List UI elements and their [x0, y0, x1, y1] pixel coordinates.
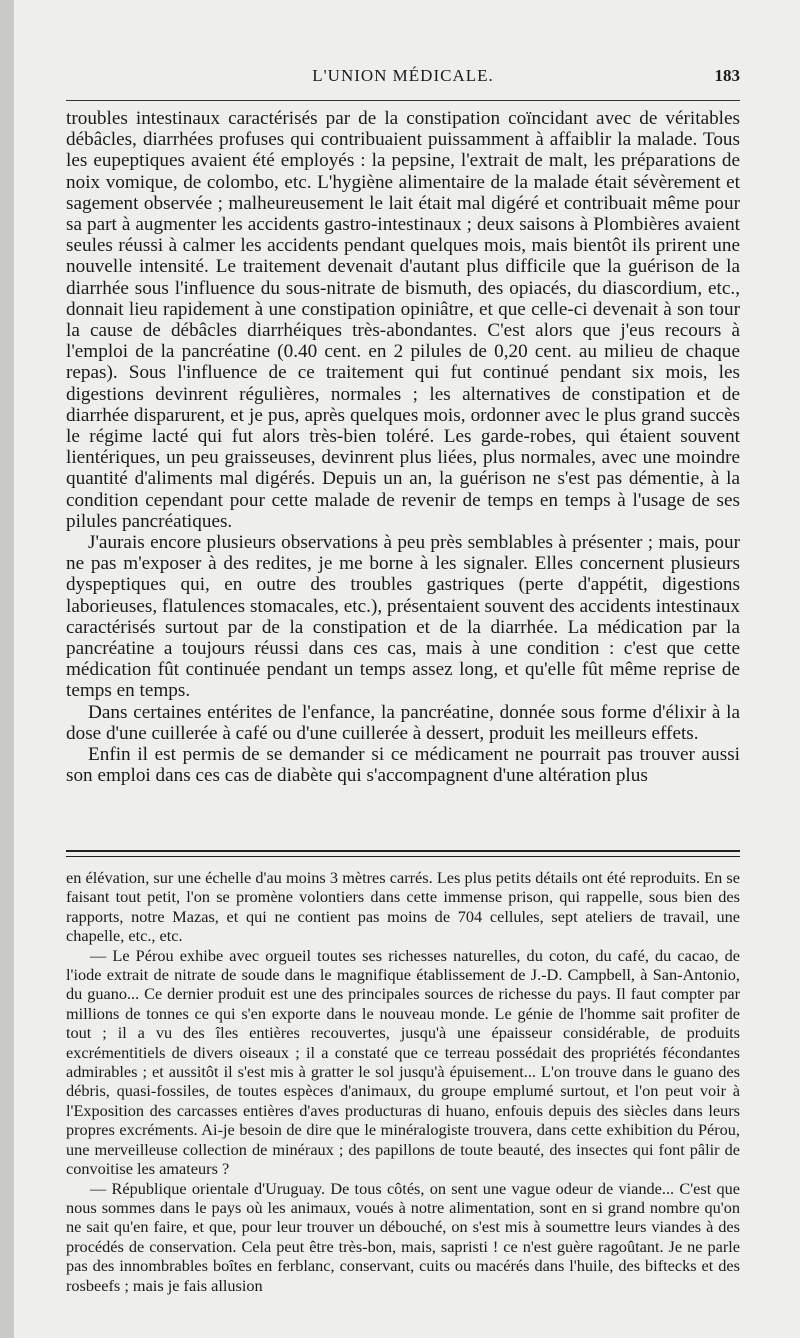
body-paragraph: J'aurais encore plusieurs observations à peu près semblables à présenter ; mais, pour ne pas m'exposer à des redites, je me borne à les signaler. Elles concernent plusieurs dyspeptiques qui, en outre des troubles gastriques (perte d'appétit, digestions laborieuses, flatulences stomacales, etc.), présentaient souvent des accidents intestinaux caractérisés surtout par de la constipation et de la diarrhée. La médication par la pancréatine a toujours réussi dans ces cas, mais à une condition : c'est que cette médication fût continuée pendant un temps assez long, et qu'elle fût même reprise de temps en temps. — [66, 532, 740, 702]
header-rule — [66, 100, 740, 101]
page-header — [66, 66, 740, 94]
body-paragraph: Dans certaines entérites de l'enfance, la pancréatine, donnée sous forme d'élixir à la dose d'une cuillerée à café ou d'une cuillerée à dessert, produit les meilleurs effets. — [66, 701, 740, 744]
body-paragraph: Enfin il est permis de se demander si ce médicament ne pourrait pas trouver aussi son emploi dans ces cas de diabète qui s'accompagnent d'une altération plus — [66, 744, 740, 787]
running-title: L'UNION MÉDICALE. — [312, 66, 494, 85]
body-paragraph: troubles intestinaux caractérisés par de la constipation coïncidant avec de véritables débâcles, diarrhées profuses qui contribuaient puissamment à affaiblir la malade. Tous les eupeptiques avaient été employés : la pepsine, l'extrait de malt, les préparations de noix vomique, de colombo, etc. L'hygiène alimentaire de la malade était sévèrement et sagement observée ; malheureusement le lait était mal digéré et contribuait même pour sa part à augmenter les accidents gastro-intestinaux ; deux saisons à Plombières avaient seules réussi à calmer les accidents pendant quelques mois, mais bientôt ils prirent une nouvelle intensité. Le traitement devenait d'autant plus difficile que la guérison de la diarrhée sous l'influence du sous-nitrate de bismuth, des opiacés, du diascordium, etc., donnait lieu rapidement à une constipation opiniâtre, et que celle-ci devenait à son tour la cause de débâcles diarrhéiques très-abondantes. C'est alors que j'eus recours à l'emploi de la pancréatine (0.40 cent. en 2 pilules de 0,20 cent. au milieu de chaque repas). Sous l'influence de ce traitement qui fut continué pendant six mois, les digestions devinrent régulières, normales ; les alternatives de constipation et de diarrhée disparurent, et je pus, après quelques mois, ordonner avec le plus grand succès le régime lacté qui fut alors très-bien toléré. Les garde-robes, qui étaient souvent lientériques, un peu graisseuses, devinrent plus liées, plus normales, avec une moindre quantité d'aliments mal digérés. Depuis un an, la guérison ne s'est pas démentie, à la condition cependant pour cette malade de revenir de temps en temps à l'usage de ses pilules pancréatiques. — [66, 108, 740, 532]
main-text — [66, 108, 740, 787]
feuilleton-paragraph: en élévation, sur une échelle d'au moins 3 mètres carrés. Les plus petits détails ont été reproduits. En se faisant tout petit, l'on se promène volontiers dans cette immense prison, qui rappelle, sous bien des rapports, notre Mazas, et qui ne contient pas moins de 704 cellules, sept ateliers de travail, une chapelle, etc., etc. — [66, 868, 740, 946]
page-number: 183 — [714, 66, 740, 85]
page-binding-edge — [0, 0, 14, 1338]
feuilleton-paragraph: — Le Pérou exhibe avec orgueil toutes ses richesses naturelles, du coton, du café, du cacao, de l'iode extrait de nitrate de soude dans le magnifique établissement de J.-D. Campbell, à San-Antonio, du guano... Ce dernier produit est une des principales sources de richesse du pays. Il faut compter par millions de tonnes ce qui s'en exporte dans le nouveau monde. Le génie de l'homme sait profiter de tout ; il a vu des îles entières recouvertes, jusqu'à une épaisseur considérable, de produits excrémentitiels de divers oiseaux ; il a constaté que ce terreau possédait des propriétés fécondantes admirables ; et aussitôt il s'est mis à gratter le sol jusqu'à épuisement... L'on trouve dans le guano des débris, quasi-fossiles, de toutes espèces d'animaux, du groupe emplumé surtout, et l'on peut voir à l'Exposition des carcasses entières d'aves producturas di huano, enfouis depuis des siècles dans leurs propres excréments. Ai-je besoin de dire que le minéralogiste trouvera, dans cette exhibition du Pérou, une merveilleuse collection de minéraux ; des papillons de toute beauté, des insectes qui font pâlir de convoitise les amateurs ? — [66, 945, 740, 1179]
feuilleton-paragraph: — République orientale d'Uruguay. De tous côtés, on sent une vague odeur de viande... C'est que nous sommes dans le pays où les animaux, voués à notre alimentation, sont en si grand nombre qu'on ne sait qu'en faire, et que, pour leur trouver un débouché, on s'est mis à soumettre leurs viandes à des procédés de conservation. Cela peut être très-bon, mais, sapristi ! ce n'est guère ragoûtant. Je ne parle pas des innombrables boîtes en ferblanc, conservant, cuits ou macérés dans l'huile, des biftecks et des rosbeefs ; mais je fais allusion — [66, 1178, 740, 1295]
feuilleton-text — [66, 868, 740, 1295]
feuilleton-separator — [66, 850, 740, 857]
